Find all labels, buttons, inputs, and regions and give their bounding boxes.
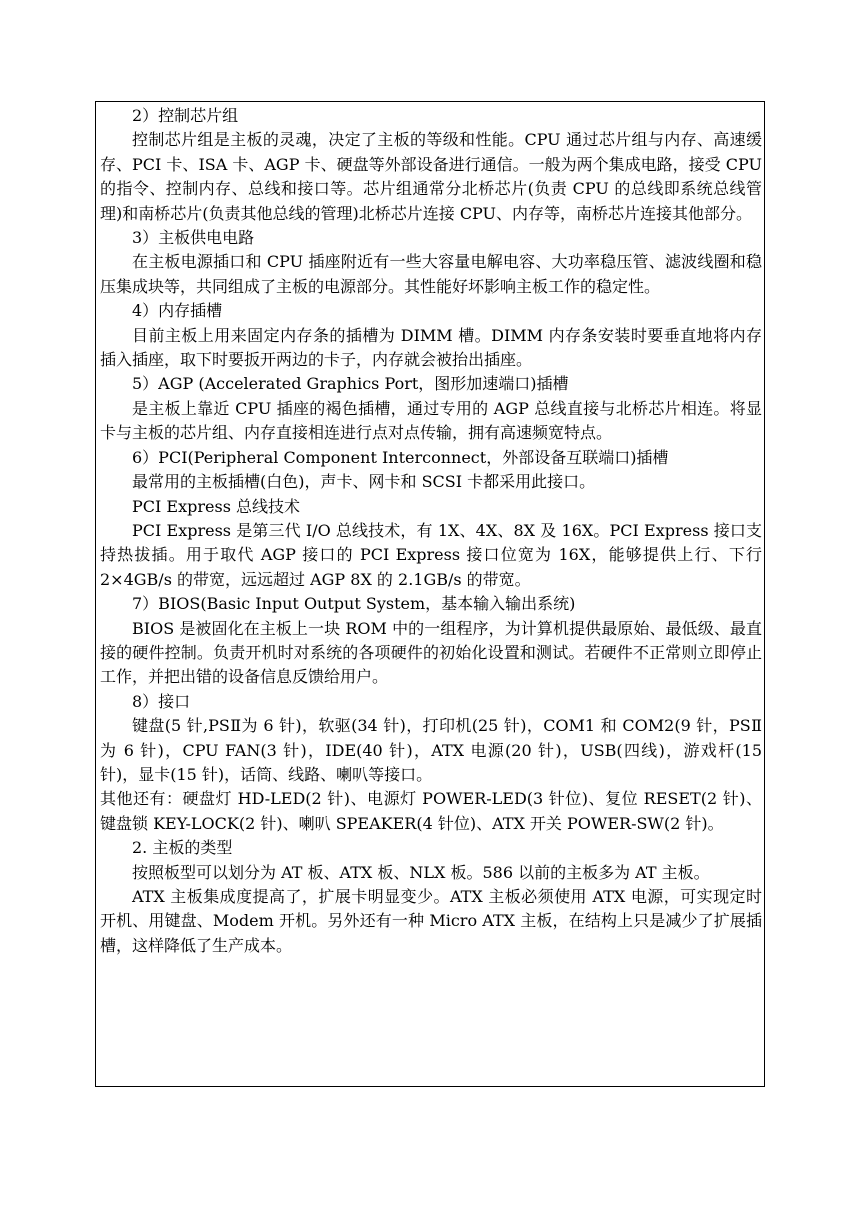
document-table-cell — [95, 101, 765, 1087]
paragraph-interfaces: 键盘(5 针,PSⅡ为 6 针)，软驱(34 针)，打印机(25 针)，COM1 和 COM2(9 针，PSⅡ为 6 针)，CPU FAN(3 针)，IDE(40 针)，ATX 电源(20 针)，USB(四线)，游戏杆(15 针)，显卡(15 针)，话筒、线路、喇叭等接口。 — [100, 716, 762, 784]
section-heading-board-types: 2. 主板的类型 — [132, 838, 233, 858]
section-heading-memory-slot: 4）内存插槽 — [132, 301, 223, 321]
section-heading-bios: 7）BIOS(Basic Input Output System，基本输入输出系统) — [132, 594, 576, 614]
section-heading-interfaces: 8）接口 — [132, 691, 191, 711]
paragraph-agp: 是主板上靠近 CPU 插座的褐色插槽，通过专用的 AGP 总线直接与北桥芯片相连。将显卡与主板的芯片组、内存直接相连进行点对点传输，拥有高速频宽特点。 — [100, 398, 762, 443]
paragraph-pci: 最常用的主板插槽(白色)，声卡、网卡和 SCSI 卡都采用此接口。 — [132, 472, 596, 492]
paragraph-memory-slot: 目前主板上用来固定内存条的插槽为 DIMM 槽。DIMM 内存条安装时要垂直地将内存插入插座，取下时要扳开两边的卡子，内存就会被抬出插座。 — [100, 325, 762, 370]
paragraph-board-types: 按照板型可以划分为 AT 板、ATX 板、NLX 板。586 以前的主板多为 AT 主板。 — [132, 862, 710, 882]
section-heading-power-circuit: 3）主板供电电路 — [132, 228, 255, 248]
paragraph-chipset: 控制芯片组是主板的灵魂，决定了主板的等级和性能。CPU 通过芯片组与内存、高速缓存、PCI 卡、ISA 卡、AGP 卡、硬盘等外部设备进行通信。一般为两个集成电路，接受 CPU 的指令、控制内存、总线和接口等。芯片组通常分北桥芯片(负责 CPU 的总线即系统总线管理)和南桥芯片(负责其他总线的管理)北桥芯片连接 CPU、内存等，南桥芯片连接其他部分。 — [100, 130, 762, 223]
paragraph-atx: ATX 主板集成度提高了，扩展卡明显变少。ATX 主板必须使用 ATX 电源，可实现定时开机、用键盘、Modem 开机。另外还有一种 Micro ATX 主板，在结构上只是减少了扩展插槽，这样降低了生产成本。 — [100, 887, 762, 955]
section-heading-chipset: 2）控制芯片组 — [132, 106, 239, 125]
paragraph-pci-express: PCI Express 是第三代 I/O 总线技术，有 1X、4X、8X 及 16X。PCI Express 接口支持热拔插。用于取代 AGP 接口的 PCI Express 接口位宽为 16X，能够提供上行、下行 2×4GB/s 的带宽，远远超过 AGP 8X 的 2.1GB/s 的带宽。 — [100, 520, 762, 589]
paragraph-power-circuit: 在主板电源插口和 CPU 插座附近有一些大容量电解电容、大功率稳压管、滤波线圈和稳压集成块等，共同组成了主板的电源部分。其性能好坏影响主板工作的稳定性。 — [100, 252, 762, 296]
paragraph-other-connectors: 其他还有：硬盘灯 HD-LED(2 针)、电源灯 POWER-LED(3 针位)、复位 RESET(2 针)、键盘锁 KEY-LOCK(2 针)、喇叭 SPEAKER(4 针位)、ATX 开关 POWER-SW(2 针)。 — [100, 789, 762, 833]
subheading-pci-express: PCI Express 总线技术 — [132, 496, 300, 516]
section-heading-agp: 5）AGP (Accelerated Graphics Port，图形加速端口)插槽 — [132, 374, 569, 394]
section-heading-pci: 6）PCI(Peripheral Component Interconnect，外部设备互联端口)插槽 — [132, 447, 669, 467]
paragraph-bios: BIOS 是被固化在主板上一块 ROM 中的一组程序，为计算机提供最原始、最低级、最直接的硬件控制。负责开机时对系统的各项硬件的初始化设置和测试。若硬件不正常则立即停止工作，并把出错的设备信息反馈给用户。 — [100, 618, 762, 687]
